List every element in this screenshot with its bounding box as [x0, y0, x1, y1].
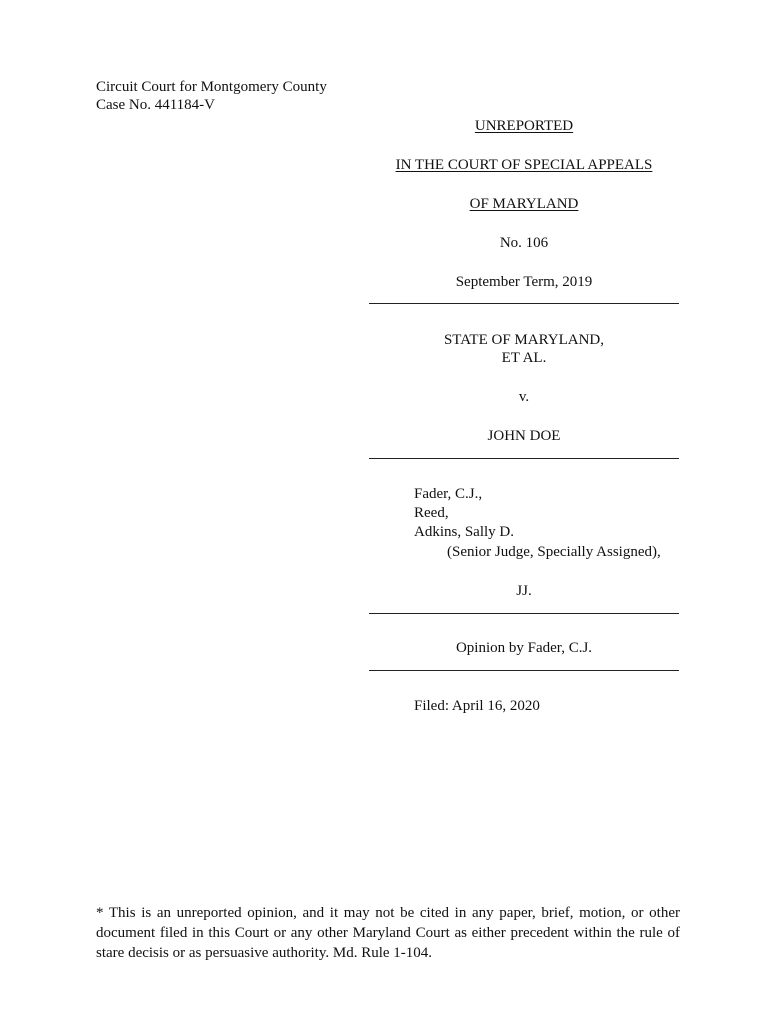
divider — [369, 670, 679, 671]
case-number: Case No. 441184-V — [96, 97, 216, 113]
term: September Term, 2019 — [455, 274, 593, 290]
footnote: * This is an unreported opinion, and it may not be cited in any paper, brief, motion, or other document filed in this Court or any other Maryland Court as either precedent within the rule of stare decisis or as persuasive authority. Md. Rule 1-104. — [96, 905, 680, 961]
panel-suffix: JJ. — [516, 583, 532, 599]
appellant-name: STATE OF MARYLAND, — [443, 332, 605, 348]
appellee-name: JOHN DOE — [487, 428, 561, 444]
judge-note: (Senior Judge, Specially Assigned), — [447, 544, 661, 560]
lower-court-name: Circuit Court for Montgomery County — [96, 79, 327, 95]
divider — [369, 613, 679, 614]
court-state: OF MARYLAND — [469, 196, 579, 212]
judge-2: Reed, — [414, 505, 449, 521]
opinion-author: Opinion by Fader, C.J. — [455, 640, 593, 656]
unreported-label: UNREPORTED — [474, 118, 574, 134]
appellant-et-al: ET AL. — [501, 350, 547, 366]
filed-date: Filed: April 16, 2020 — [414, 698, 540, 714]
divider — [369, 458, 679, 459]
versus: v. — [518, 389, 530, 405]
judge-1: Fader, C.J., — [414, 486, 483, 502]
divider — [369, 303, 679, 304]
docket-number: No. 106 — [499, 235, 549, 251]
judge-3: Adkins, Sally D. — [414, 524, 515, 540]
court-name: IN THE COURT OF SPECIAL APPEALS — [395, 157, 653, 173]
